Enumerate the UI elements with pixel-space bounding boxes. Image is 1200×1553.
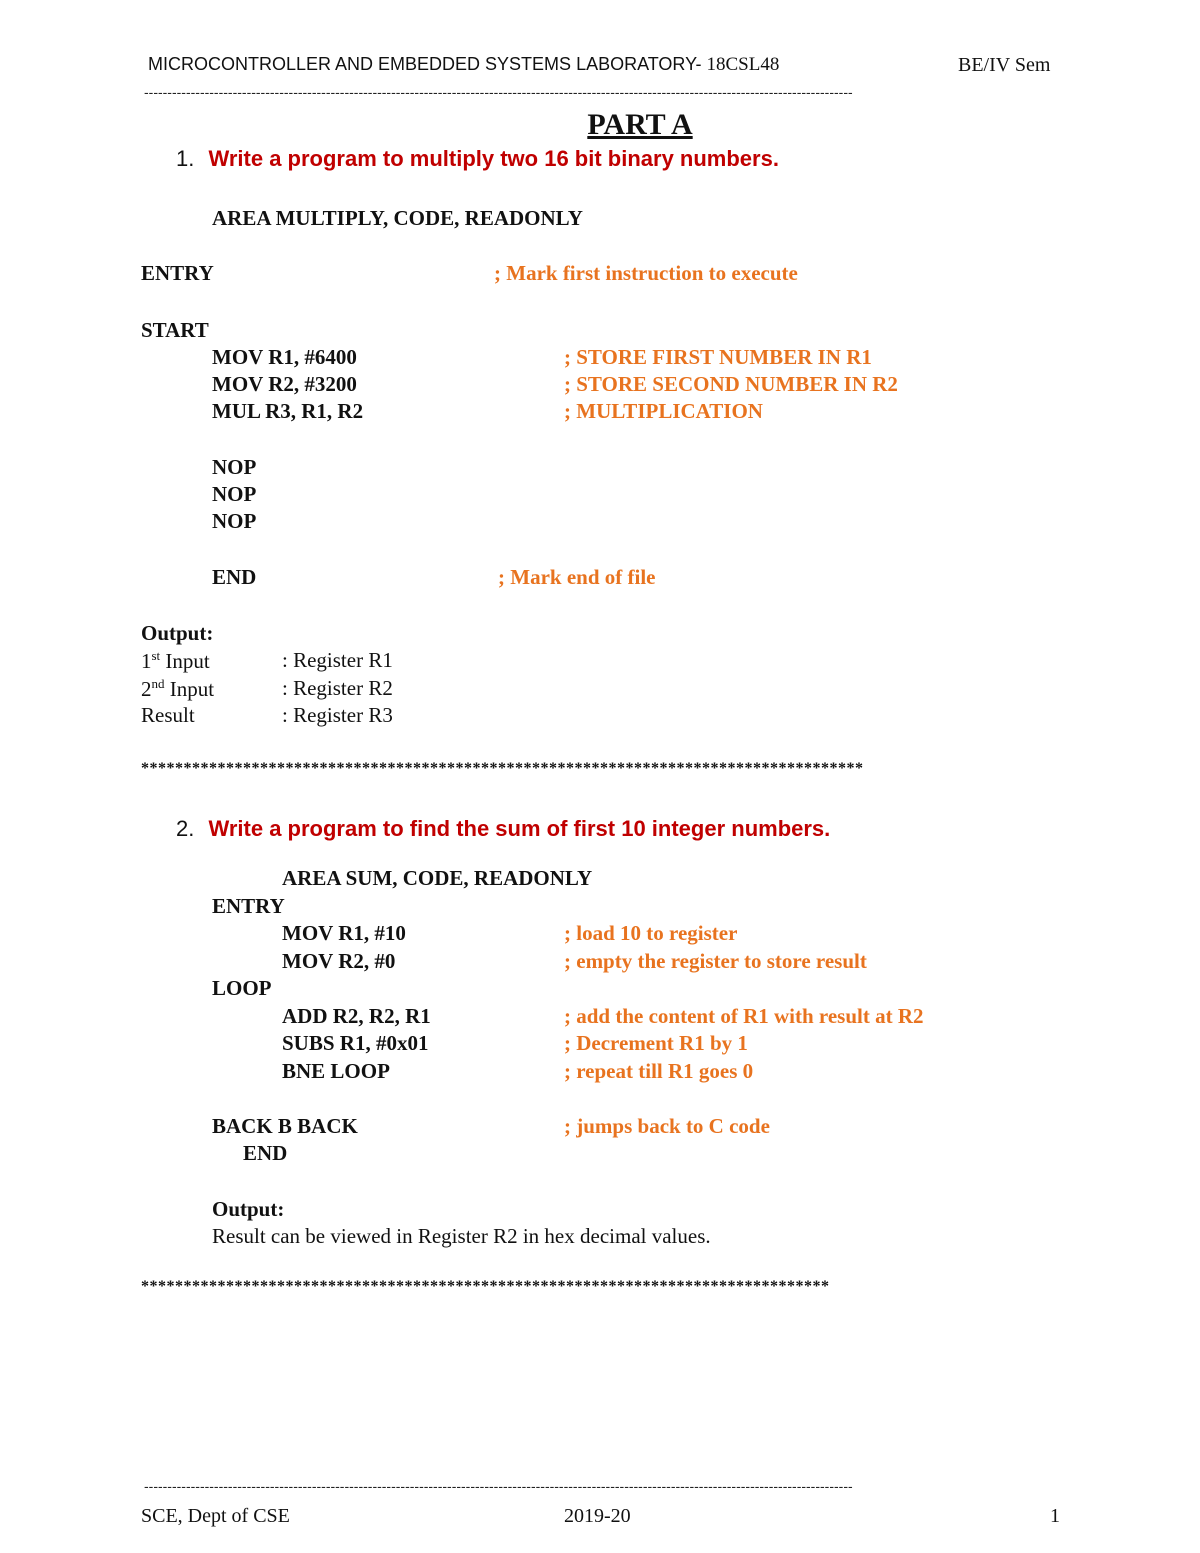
question-1-number: 1.: [176, 146, 195, 171]
question-2-number: 2.: [176, 816, 195, 841]
q1-code-comment: ; STORE SECOND NUMBER IN R2: [564, 372, 898, 396]
q2-code-line: MOV R2, #0: [282, 949, 396, 973]
q1-area-line: AREA MULTIPLY, CODE, READONLY: [212, 206, 583, 230]
q2-output-label: Output:: [212, 1197, 285, 1221]
header-title: [148, 54, 779, 76]
q1-output-row: [141, 648, 210, 674]
q1-code-comment: ; MULTIPLICATION: [564, 399, 763, 423]
q1-end: END: [212, 565, 257, 589]
q2-code-line: SUBS R1, #0x01: [282, 1031, 429, 1055]
q2-output-text: Result can be viewed in Register R2 in hex decimal values.: [212, 1224, 711, 1248]
q1-output-value: : Register R3: [282, 703, 393, 727]
q2-code-comment: ; Decrement R1 by 1: [564, 1031, 748, 1055]
q1-end-comment: ; Mark end of file: [498, 565, 656, 589]
q2-loop-label: LOOP: [212, 976, 272, 1000]
question-1-text: Write a program to multiply two 16 bit binary numbers.: [208, 146, 779, 171]
output-key: Result: [141, 703, 195, 727]
q1-code-comment: ; STORE FIRST NUMBER IN R1: [564, 345, 872, 369]
question-2-text: Write a program to find the sum of first 10 integer numbers.: [208, 816, 831, 841]
q1-output-row: [141, 676, 214, 702]
q2-code-comment: ; add the content of R1 with result at R2: [564, 1004, 924, 1028]
part-title: PART A: [587, 108, 693, 141]
q1-output-value: : Register R2: [282, 676, 393, 700]
q1-code-line: MOV R1, #6400: [212, 345, 357, 369]
q2-code-line: BACK B BACK: [212, 1114, 358, 1138]
question-1-heading: [176, 146, 779, 172]
q1-start-label: START: [141, 318, 209, 342]
q2-end: END: [243, 1141, 288, 1165]
q2-code-comment: ; load 10 to register: [564, 921, 738, 945]
output-key: 2nd Input: [141, 676, 215, 701]
header-semester: BE/IV Sem: [958, 54, 1051, 76]
q2-code-line: ADD R2, R2, R1: [282, 1004, 431, 1028]
q1-entry: ENTRY: [141, 261, 214, 285]
q1-entry-comment: ; Mark first instruction to execute: [494, 261, 798, 285]
question-2-heading: [176, 816, 830, 842]
header-rule: --------------------------------------------------------------------------------------------------------------------------------------------------------: [144, 84, 853, 100]
separator-stars: *************************************************************************************: [141, 760, 864, 777]
footer-page-number: 1: [1050, 1505, 1060, 1527]
q1-code-line: MUL R3, R1, R2: [212, 399, 364, 423]
q1-nop: NOP: [212, 455, 257, 479]
q1-output-row: [141, 703, 195, 728]
footer-year: 2019-20: [564, 1505, 631, 1527]
q2-code-comment: ; empty the register to store result: [564, 949, 867, 973]
header-course-code: 18CSL48: [706, 54, 780, 75]
separator-stars: *********************************************************************************: [141, 1278, 830, 1295]
q1-output-label: Output:: [141, 621, 214, 645]
q2-code-comment: ; jumps back to C code: [564, 1114, 770, 1138]
q1-output-value: : Register R1: [282, 648, 393, 672]
q1-code-line: MOV R2, #3200: [212, 372, 357, 396]
q2-code-line: BNE LOOP: [282, 1059, 390, 1083]
footer-department: SCE, Dept of CSE: [141, 1505, 290, 1527]
output-key: 1st Input: [141, 648, 210, 673]
q2-area-line: AREA SUM, CODE, READONLY: [282, 866, 593, 890]
q2-code-line: MOV R1, #10: [282, 921, 406, 945]
q1-nop: NOP: [212, 482, 257, 506]
header-lab-name: MICROCONTROLLER AND EMBEDDED SYSTEMS LABORATORY-: [148, 54, 702, 74]
footer-rule: --------------------------------------------------------------------------------------------------------------------------------------------------------: [144, 1478, 853, 1494]
q2-code-comment: ; repeat till R1 goes 0: [564, 1059, 754, 1083]
q2-entry: ENTRY: [212, 894, 285, 918]
q1-nop: NOP: [212, 509, 257, 533]
